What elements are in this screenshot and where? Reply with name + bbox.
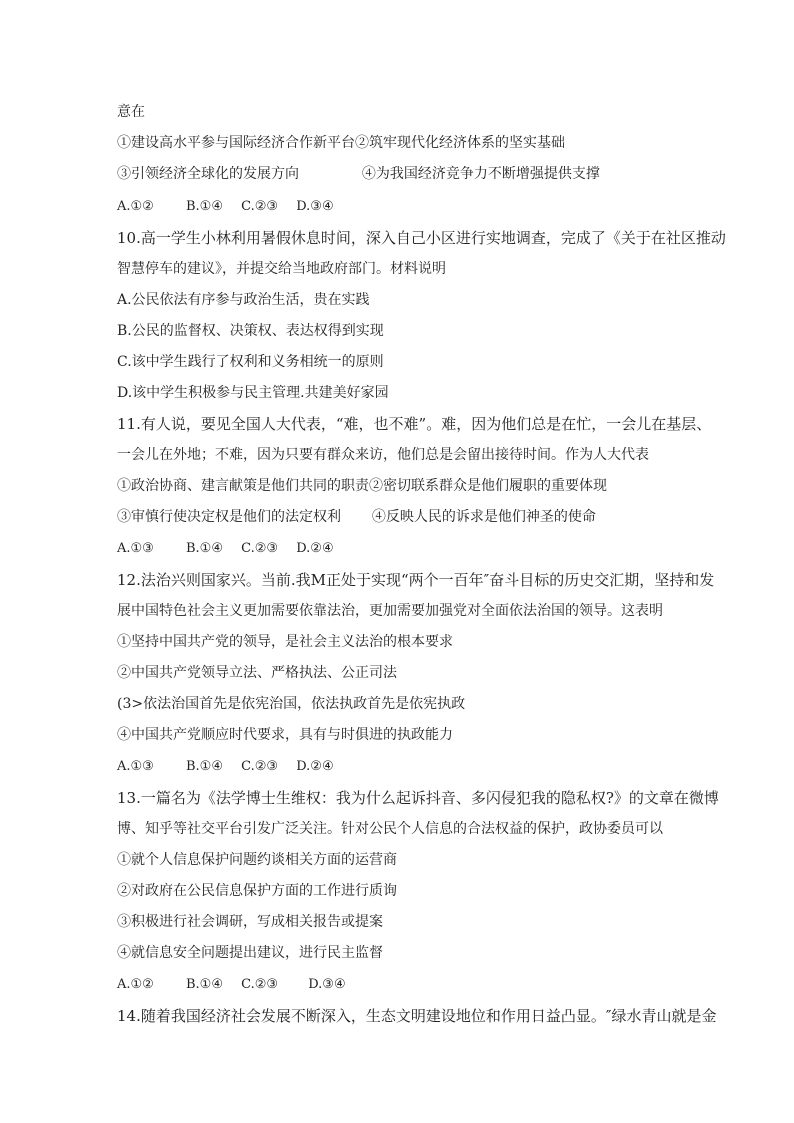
option-line: ①政治协商、建言献策是他们共同的职责②密切联系群众是他们履职的重要体现 <box>117 478 607 494</box>
option-item: ④反映人民的诉求是他们神圣的使命 <box>371 509 596 525</box>
option-line: C.该中学生践行了权利和义务相统一的原则 <box>117 354 384 370</box>
option-item: ④为我国经济竞争力不断增强提供支撑 <box>361 166 600 182</box>
choice: B.①④ <box>185 199 223 214</box>
option-line: ④就信息安全问题提出建议，进行民主监督 <box>117 945 383 961</box>
answer-choices <box>117 975 346 995</box>
question-11-stem: 11.有人说，要见全国人大代表，“难，也不难”。难，因为他们总是在忙，一会儿在基层、 <box>117 415 712 433</box>
choice: A.①③ <box>117 541 154 556</box>
question-10-stem: 智慧停车的建议》，并提交给当地政府部门。材料说明 <box>117 261 446 277</box>
choice: B.①④ <box>185 977 223 992</box>
answer-choices <box>117 539 334 559</box>
option-line: D.该中学生积极参与民主管理.共建美好家园 <box>117 385 389 401</box>
choice: C.②③ <box>241 199 279 214</box>
option-line: B.公民的监督权、决策权、表达权得到实现 <box>117 323 384 339</box>
question-13-stem: 博、知乎等社交平台引发广泛关注。针对公民个人信息的合法权益的保护，政协委员可以 <box>117 821 663 837</box>
option-line: ②对政府在公民信息保护方面的工作进行质询 <box>117 883 397 899</box>
choice: D.③④ <box>308 977 346 992</box>
option-line: ①建设高水平参与国际经济合作新平台②筑牢现代化经济体系的坚实基础 <box>117 135 565 151</box>
option-line: ②中国共产党领导立法、严格执法、公正司法 <box>117 665 397 681</box>
question-12-stem: 12.法治兴则国家兴。当前.我M正处于实现“两个一百年″奋斗目标的历史交汇期，坚持和发 <box>117 571 715 589</box>
choice: B.①④ <box>185 541 223 556</box>
choice: A.①② <box>117 199 154 214</box>
answer-choices <box>117 197 334 217</box>
question-12-stem: 展中国特色社会主义更加需要依靠法治，更加需要加强党对全面依法治国的领导。这表明 <box>117 603 663 619</box>
choice: B.①④ <box>185 759 223 774</box>
option-line <box>117 507 596 527</box>
question-10-stem: 10.高一学生小林利用暑假休息时间，深入自己小区进行实地调查，完成了《关于在社区推动 <box>117 229 726 247</box>
option-line: ③积极进行社会调研，写成相关报告或提案 <box>117 914 383 930</box>
question-11-stem: 一会儿在外地；不难，因为只要有群众来访，他们总是会留出接待时间。作为人大代表 <box>117 447 649 463</box>
option-line: (3>依法治国首先是依宪治国，依法执政首先是依宪执政 <box>117 696 466 712</box>
option-item: ③引领经济全球化的发展方向 <box>117 166 299 182</box>
option-line: ④中国共产党顺应时代要求，具有与时俱进的执政能力 <box>117 727 453 743</box>
option-line <box>117 164 600 184</box>
choice: C.②③ <box>241 541 279 556</box>
choice: D.②④ <box>296 759 334 774</box>
option-line: ①就个人信息保护问题约谈相关方面的运营商 <box>117 852 397 868</box>
choice: D.③④ <box>296 199 334 214</box>
option-line: ①坚持中国共产党的领导，是社会主义法治的根本要求 <box>117 634 453 650</box>
option-line: A.公民依法有序参与政治生活，贵在实践 <box>117 292 370 308</box>
choice: C.②③ <box>241 759 279 774</box>
question-14-stem: 14.随着我国经济社会发展不断深入，生态文明建设地位和作用日益凸显。″绿水青山就是金 <box>117 1007 717 1025</box>
choice: C.②③ <box>241 977 279 992</box>
choice: D.②④ <box>296 541 334 556</box>
answer-choices <box>117 757 334 777</box>
option-item: ③审慎行使决定权是他们的法定权利 <box>117 509 341 525</box>
question-13-stem: 13.一篇名为《法学博士生维权：我为什么起诉抖音、多闪侵犯我的隐私权?》的文章在微博 <box>117 789 719 807</box>
choice: A.①② <box>117 977 154 992</box>
choice: A.①③ <box>117 759 154 774</box>
text-line: 意在 <box>117 104 145 120</box>
